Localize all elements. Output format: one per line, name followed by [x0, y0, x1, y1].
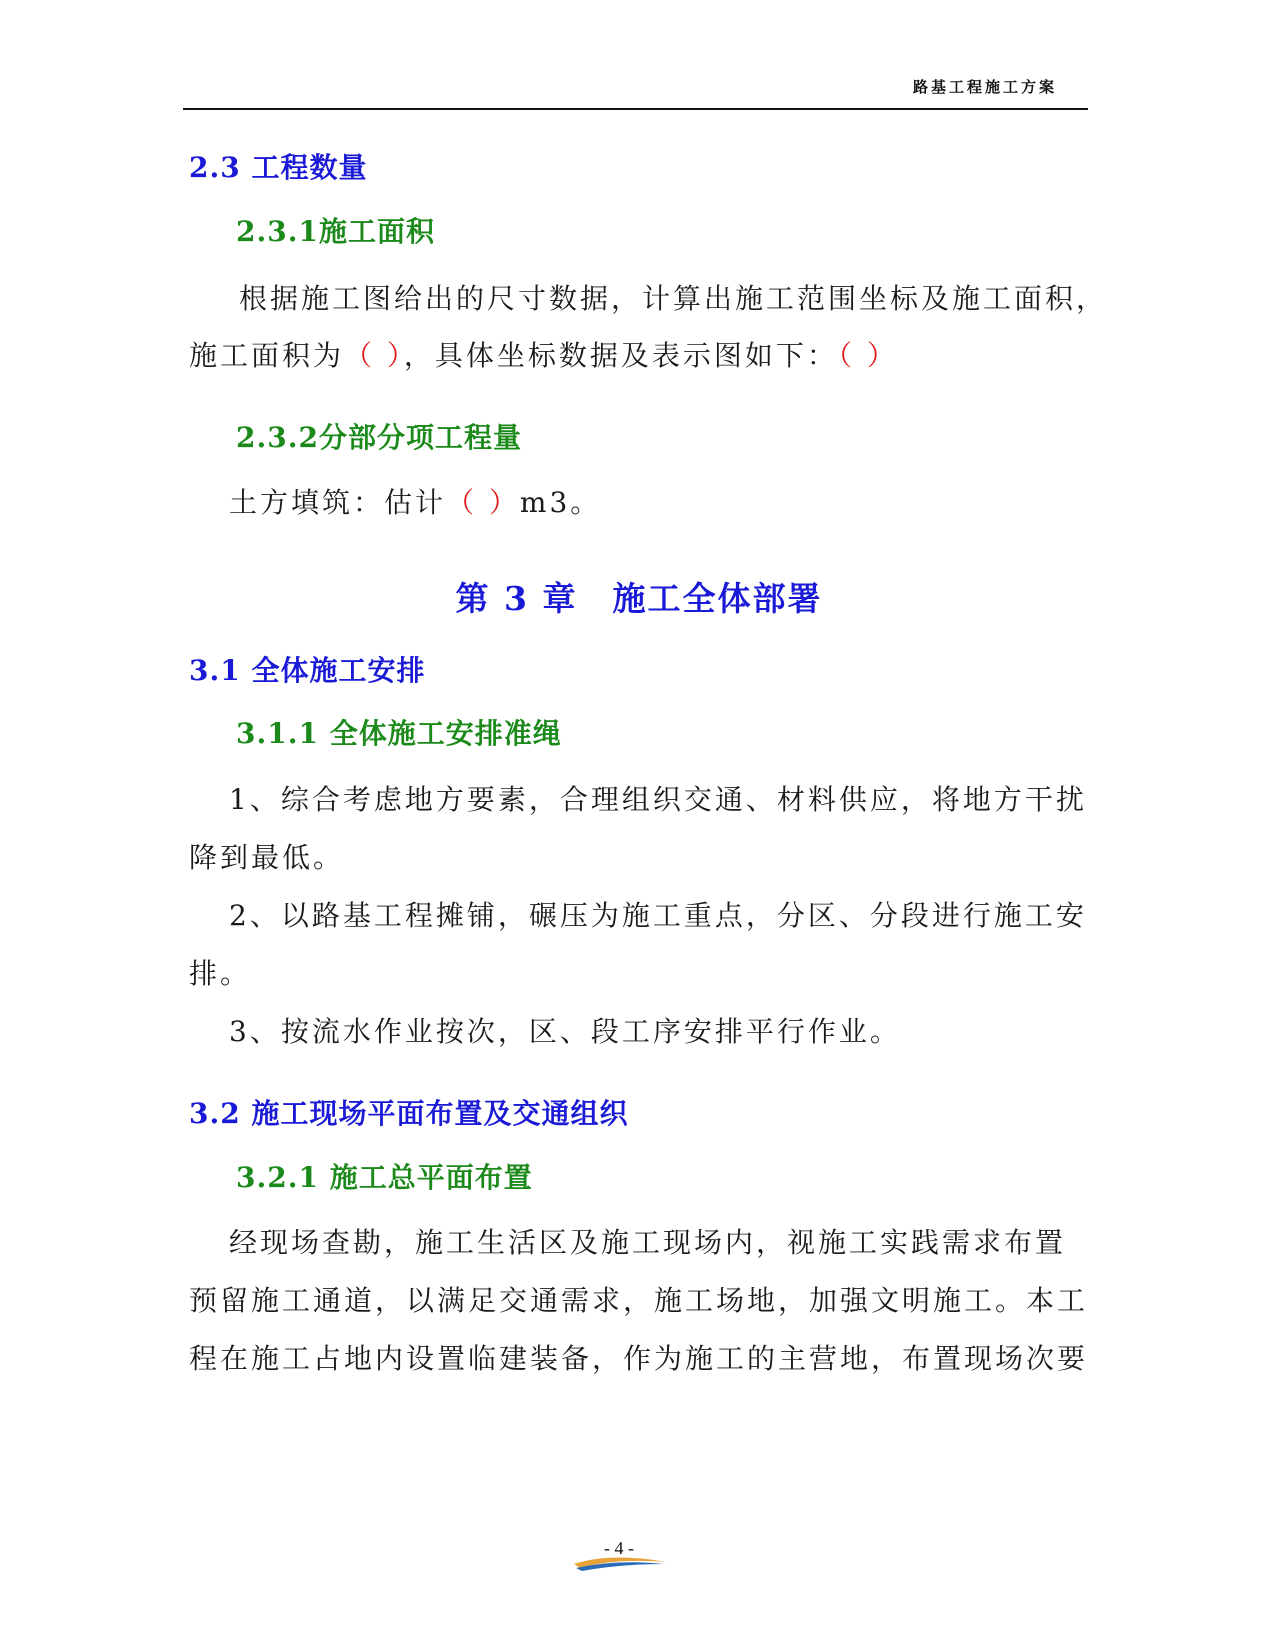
earthwork-paragraph [229, 481, 601, 521]
page-footer [570, 1538, 670, 1578]
area-blank: （ ） [344, 339, 404, 372]
header-title: 路基工程施工方案 [912, 78, 1057, 96]
area-text-a: 施工面积为 [189, 339, 345, 372]
section-3-2-heading: 3.2 施工现场平面布置及交通组织 [189, 1097, 629, 1130]
header-rule [183, 108, 1088, 110]
item-2-line1: 2、以路基工程摊铺，碾压为施工重点，分区、分段进行施工安 [229, 899, 1087, 932]
section-3-2-1-heading: 3.2.1 施工总平面布置 [236, 1161, 533, 1194]
layout-paragraph-line2: 预留施工通道，以满足交通需求，施工场地，加强文明施工。本工 [189, 1284, 1089, 1317]
section-3-1-heading: 3.1 全体施工安排 [189, 654, 426, 687]
item-1-line1: 1、综合考虑地方要素，合理组织交通、材料供应，将地方干扰 [229, 783, 1087, 816]
earthwork-blank: （ ） [446, 486, 520, 519]
section-2-3-heading: 2.3 工程数量 [189, 151, 368, 184]
earthwork-text-b: m3。 [519, 486, 602, 519]
chapter-3-title: 第 3 章 施工全体部署 [455, 579, 823, 618]
area-paragraph-line1: 根据施工图给出的尺寸数据，计算出施工范围坐标及施工面积， [239, 282, 1108, 315]
coords-blank: （ ） [837, 339, 898, 372]
page-number: - 4 - [604, 1538, 634, 1558]
item-1-line2: 降到最低。 [189, 841, 345, 874]
section-3-1-1-heading: 3.1.1 全体施工安排准绳 [236, 717, 562, 750]
section-2-3-2-heading: 2.3.2分部分项工程量 [236, 421, 522, 454]
layout-paragraph-line1: 经现场查勘，施工生活区及施工现场内，视施工实践需求布置 [229, 1226, 1067, 1259]
section-2-3-1-heading: 2.3.1施工面积 [236, 215, 435, 248]
area-paragraph-line2 [189, 334, 898, 374]
earthwork-text-a: 土方填筑：估计 [229, 486, 447, 519]
item-2-line2: 排。 [189, 957, 252, 990]
area-text-b: ，具体坐标数据及表示图如下： [403, 339, 838, 372]
item-3-line1: 3、按流水作业按次，区、段工序安排平行作业。 [229, 1015, 901, 1048]
layout-paragraph-line3: 程在施工占地内设置临建装备，作为施工的主营地，布置现场次要 [189, 1342, 1089, 1375]
